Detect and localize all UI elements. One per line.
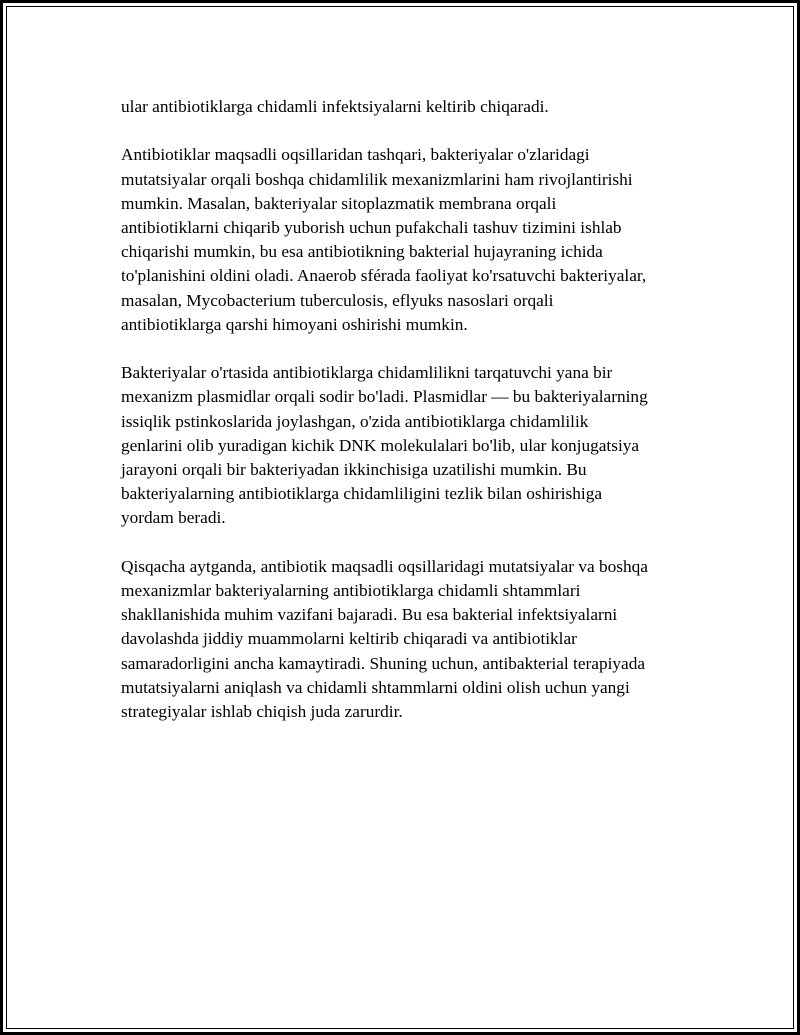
text-line: genlarini olib yuradigan kichik DNK molekulalari bo'lib, ular konjugatsiya	[121, 435, 640, 455]
text-line: masalan, Mycobacterium tuberculosis, eflyuks nasoslari orqali	[121, 290, 554, 310]
text-line: davolashda jiddiy muammolarni keltirib chiqaradi va antibiotiklar	[121, 629, 577, 649]
text-line: samaradorligini ancha kamaytiradi. Shuning uchun, antibakterial terapiyada	[121, 653, 646, 673]
text-line: mutatsiyalar orqali boshqa chidamlilik mexanizmlarini ham rivojlantirishi	[121, 169, 633, 189]
text-line: jarayoni orqali bir bakteriyadan ikkinchisiga uzatilishi mumkin. Bu	[121, 460, 587, 480]
text-line: ular antibiotiklarga chidamli infektsiyalarni keltirib chiqaradi.	[121, 97, 549, 116]
text-line: Antibiotiklar maqsadli oqsillaridan tashqari, bakteriyalar o'zlaridagi	[121, 145, 590, 165]
paragraph-2	[121, 143, 721, 337]
text-line: antibiotiklarga qarshi himoyani oshirishi mumkin.	[121, 314, 468, 334]
text-line: bakteriyalarning antibiotiklarga chidamliligini tezlik bilan oshirishiga	[121, 484, 603, 504]
text-line: mutatsiyalarni aniqlash va chidamli shtammlarni oldini olish uchun yangi	[121, 677, 630, 697]
paragraph-3	[121, 361, 721, 530]
text-line: Qisqacha aytganda, antibiotik maqsadli oqsillaridagi mutatsiyalar va boshqa	[121, 556, 648, 576]
text-line: yordam beradi.	[121, 508, 226, 528]
text-line: antibiotiklarni chiqarib yuborish uchun pufakchali tashuv tizimini ishlab	[121, 218, 622, 237]
paragraph-1	[121, 95, 721, 119]
document-body	[121, 95, 721, 748]
text-line: issiqlik pstinkoslarida joylashgan, o'zida antibiotiklarga chidamlilik	[121, 411, 589, 431]
text-line: shakllanishida muhim vazifani bajaradi. Bu esa bakterial infektsiyalarni	[121, 605, 618, 625]
text-line: Bakteriyalar o'rtasida antibiotiklarga chidamlilikni tarqatuvchi yana bir	[121, 363, 613, 383]
text-line: mumkin. Masalan, bakteriyalar sitoplazmatik membrana orqali	[121, 193, 557, 213]
text-line: mexanizm plasmidlar orqali sodir bo'ladi. Plasmidlar — bu bakteriyalarning	[121, 387, 648, 407]
text-line: to'planishini oldini oladi. Anaerob sférada faoliyat ko'rsatuvchi bakteriyalar,	[121, 266, 647, 286]
text-line: chiqarishi mumkin, bu esa antibiotikning bakterial hujayraning ichida	[121, 242, 603, 262]
text-line: strategiyalar ishlab chiqish juda zarurdir.	[121, 702, 403, 722]
paragraph-4	[121, 555, 721, 724]
text-line: mexanizmlar bakteriyalarning antibiotiklarga chidamli shtammlari	[121, 581, 581, 601]
